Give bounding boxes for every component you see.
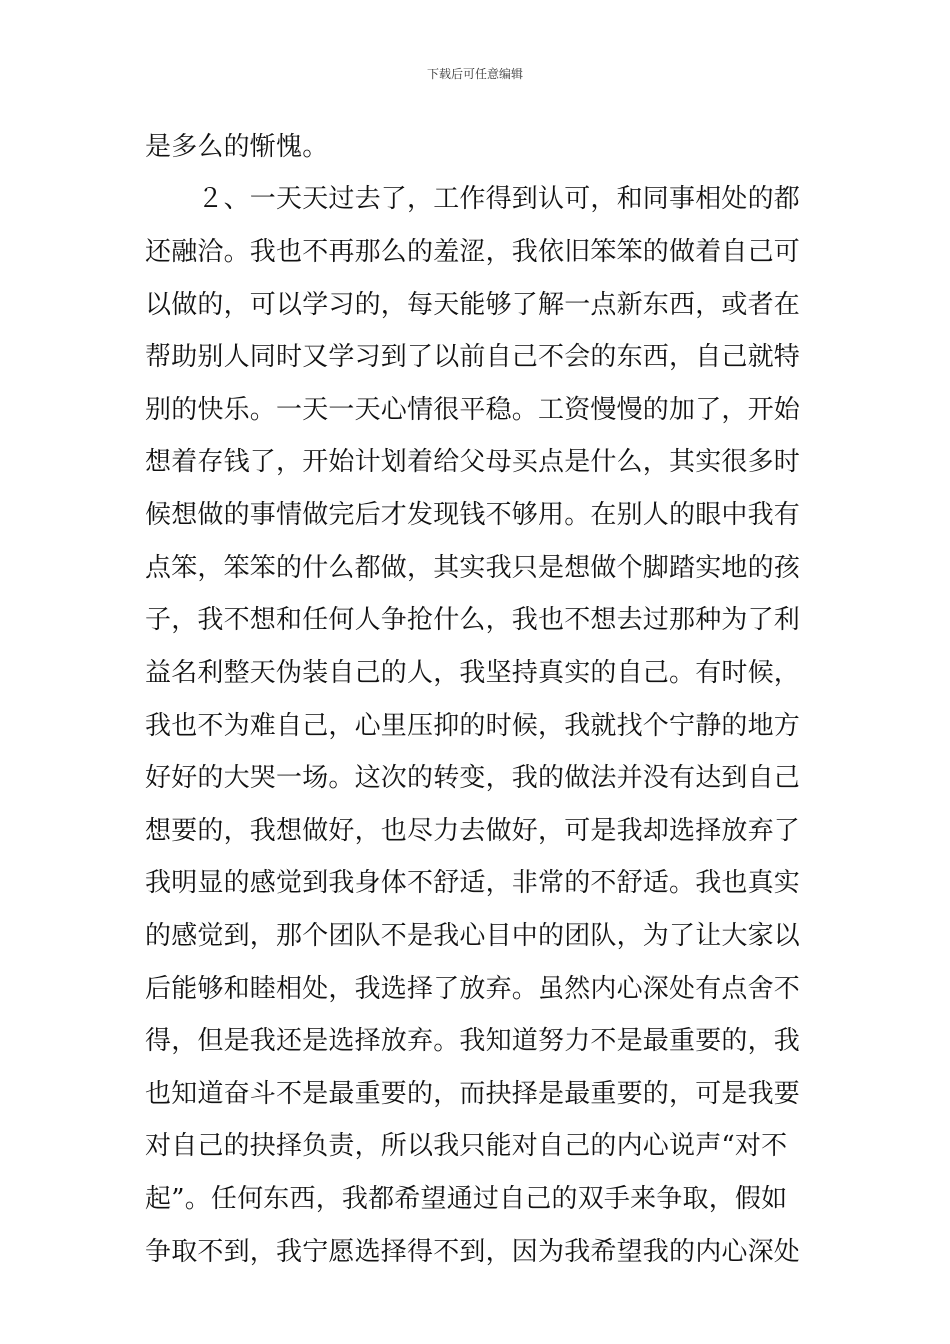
text-line: 想要的，我想做好，也尽力去做好，可是我却选择放弃了 (145, 816, 801, 846)
text-line: 争取不到，我宁愿选择得不到，因为我希望我的内心深处 (145, 1237, 801, 1267)
page-header: 下载后可任意编辑 (426, 67, 523, 81)
text-line: 得，但是我还是选择放弃。我知道努力不是最重要的，我 (145, 1026, 801, 1056)
text-line: 益名利整天伪装自己的人，我坚持真实的自己。有时候， (145, 658, 801, 688)
text-line: 我也不为难自己，心里压抑的时候，我就找个宁静的地方 (145, 711, 801, 741)
text-line: 想着存钱了，开始计划着给父母买点是什么，其实很多时 (145, 447, 801, 477)
text-line: 候想做的事情做完后才发现钱不够用。在别人的眼中我有 (145, 500, 801, 530)
text-line: 子，我不想和任何人争抢什么，我也不想去过那种为了利 (145, 605, 801, 635)
text-line: 帮助别人同时又学习到了以前自己不会的东西，自己就特 (145, 342, 801, 372)
text-line: 别的快乐。一天一天心情很平稳。工资慢慢的加了，开始 (145, 395, 801, 425)
text-line: 后能够和睦相处，我选择了放弃。虽然内心深处有点舍不 (145, 974, 801, 1004)
text-line: 点笨，笨笨的什么都做，其实我只是想做个脚踏实地的孩 (145, 553, 801, 583)
text-line: 还融洽。我也不再那么的羞涩，我依旧笨笨的做着自己可 (145, 237, 801, 267)
text-line: 我明显的感觉到我身体不舒适，非常的不舒适。我也真实 (145, 868, 801, 898)
text-line: 好好的大哭一场。这次的转变，我的做法并没有达到自己 (145, 763, 801, 793)
text-line: 是多么的惭愧。 (145, 132, 329, 162)
text-line: 以做的，可以学习的，每天能够了解一点新东西，或者在 (145, 290, 801, 320)
text-line: ２、一天天过去了，工作得到认可，和同事相处的都 (145, 184, 801, 214)
text-line: 对自己的抉择负责，所以我只能对自己的内心说声“对不 (145, 1131, 788, 1161)
text-line: 也知道奋斗不是最重要的，而抉择是最重要的，可是我要 (145, 1079, 801, 1109)
text-line: 的感觉到，那个团队不是我心目中的团队，为了让大家以 (145, 921, 801, 951)
text-line: 起”。任何东西，我都希望通过自己的双手来争取，假如 (145, 1184, 788, 1214)
